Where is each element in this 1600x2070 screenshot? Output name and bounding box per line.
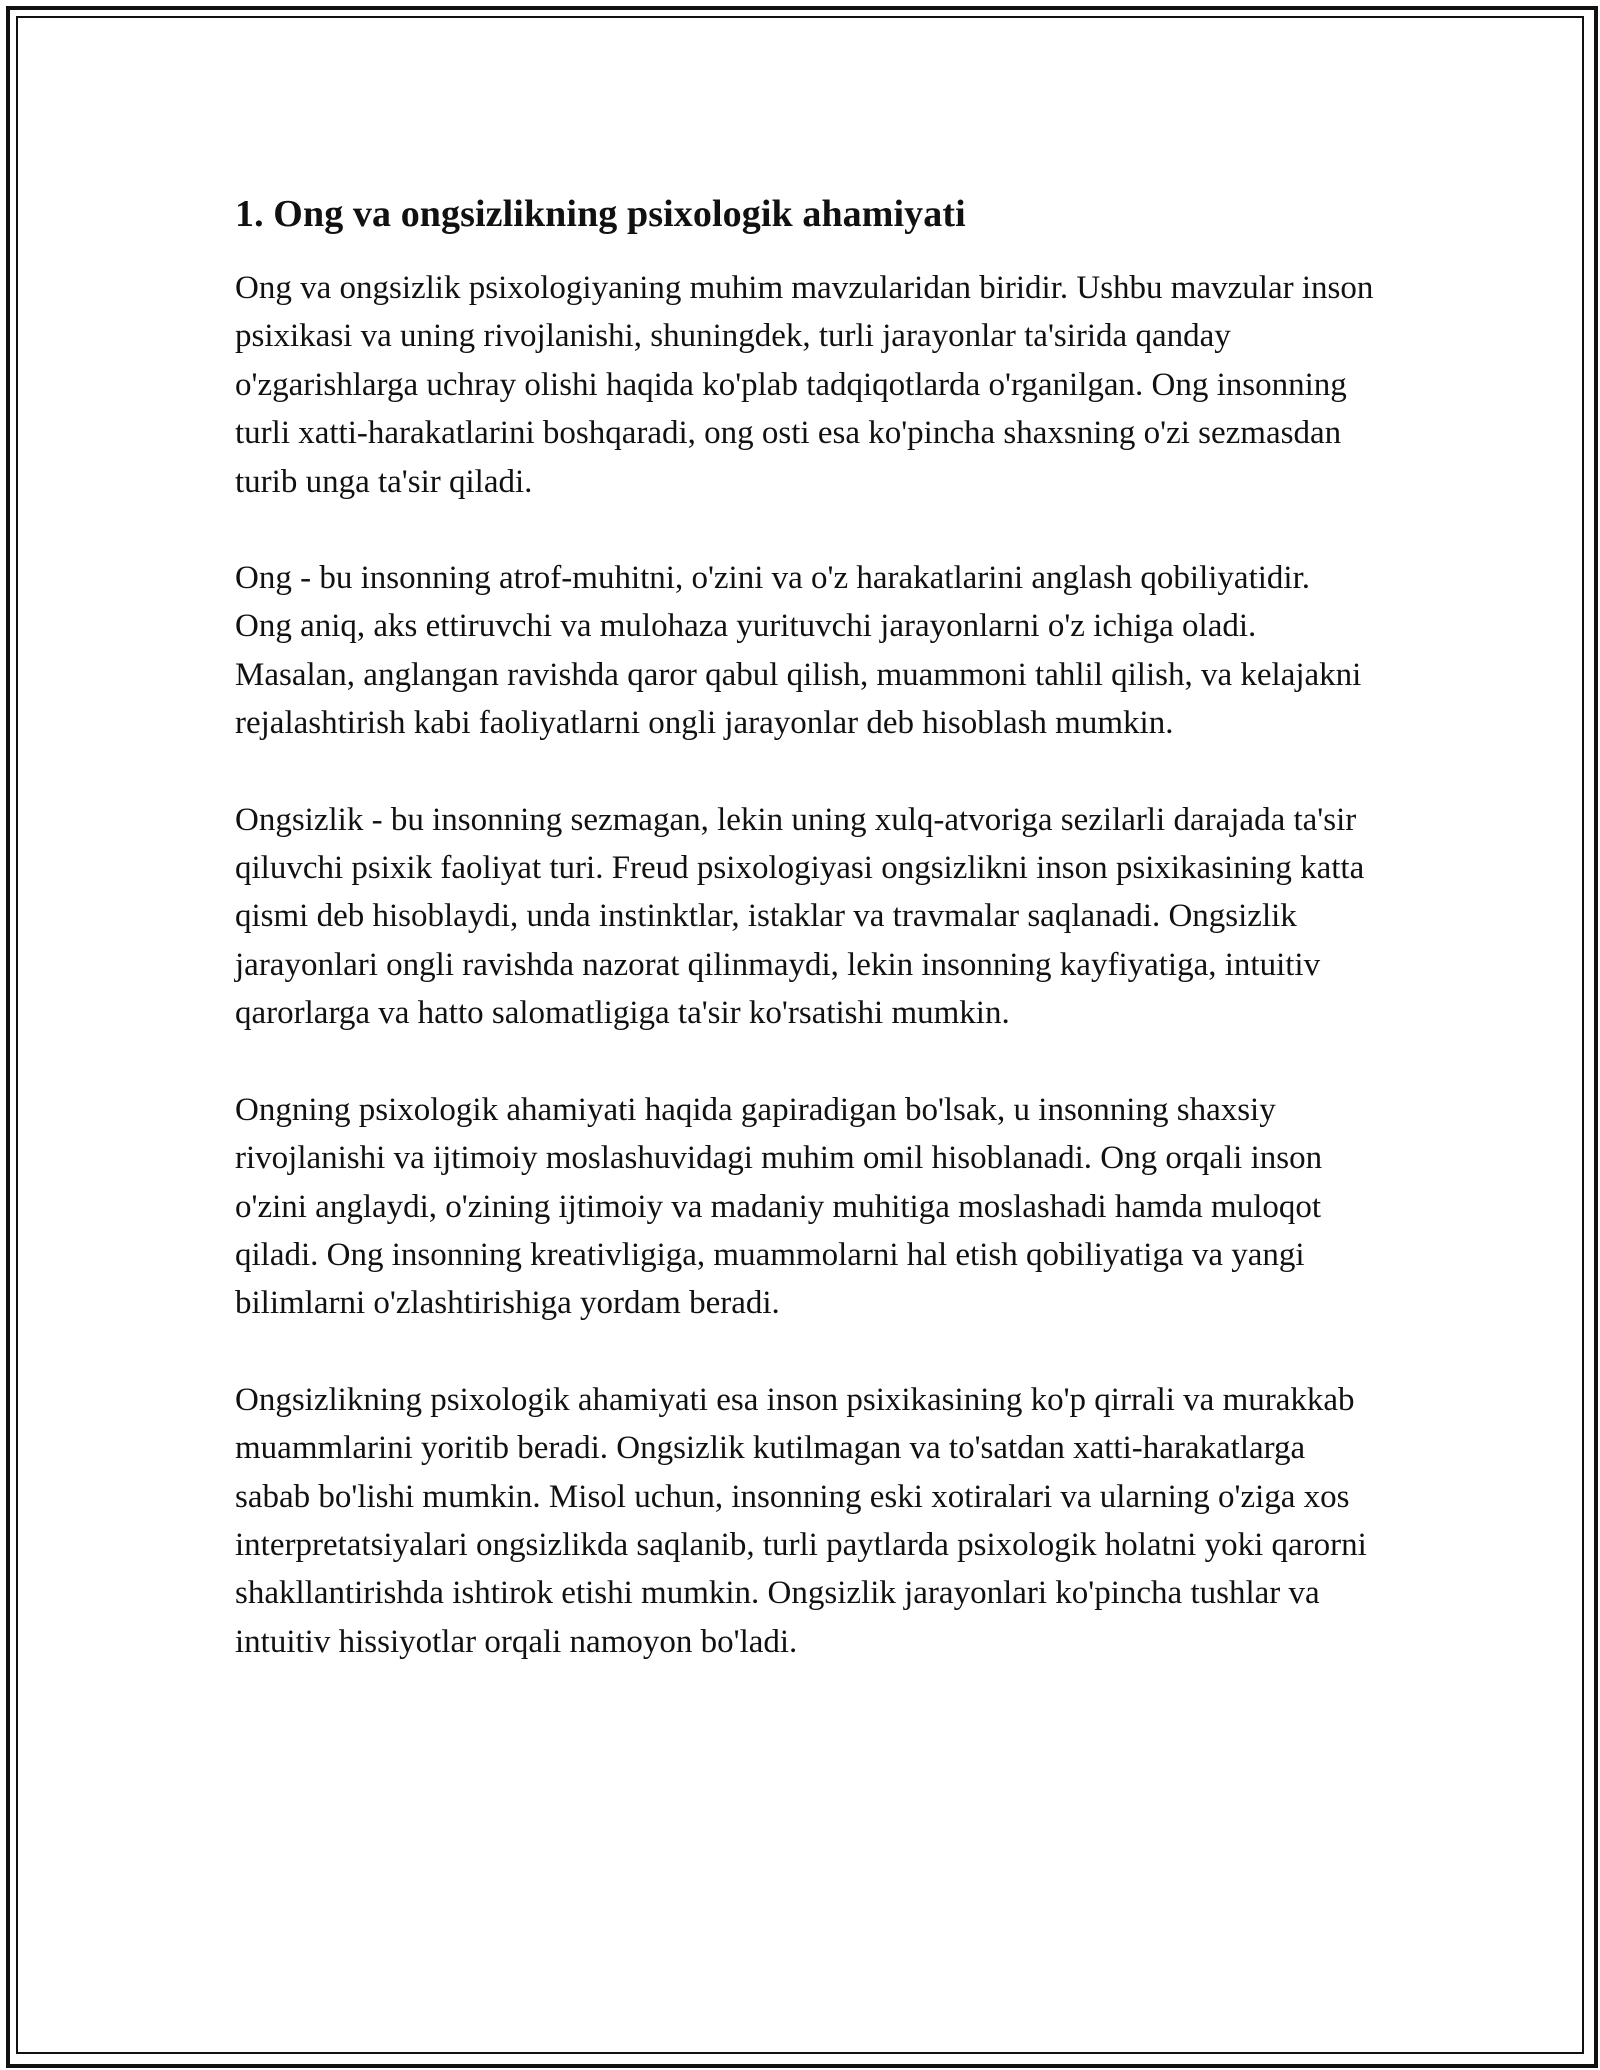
paragraph-ong-significance: Ongning psixologik ahamiyati haqida gapiradigan bo'lsak, u insonning shaxsiy rivojlanishi va ijtimoiy moslashuvidagi muhim omil hisoblanadi. Ong orqali inson o'zini anglaydi, o'zining ijtimoiy va madaniy muhitiga moslashadi hamda muloqot qiladi. Ong insonning kreativligiga, muammolarni hal etish qobiliyatiga va yangi bilimlarni o'zlashtirishiga yordam beradi. bbox=[235, 1091, 1323, 1322]
document-body bbox=[235, 186, 1375, 1714]
section-heading: 1. Ong va ongsizlikning psixologik ahamiyati bbox=[235, 193, 966, 235]
paragraph-ongsizlik-significance: Ongsizlikning psixologik ahamiyati esa inson psixikasining ko'p qirrali va murakkab muammlarini yoritib beradi. Ongsizlik kutilmagan va to'satdan xatti-harakatlarga sabab bo'lishi mumkin. Misol uchun, insonning eski xotiralari va ularning o'ziga xos interpretatsiyalari ongsizlikda saqlanib, turli paytlarda psixologik holatni yoki qarorni shakllantirishda ishtirok etishi mumkin. Ongsizlik jarayonlari ko'pincha tushlar va intuitiv hissiyotlar orqali namoyon bo'ladi. bbox=[235, 1381, 1367, 1660]
paragraph-ong-definition: Ong - bu insonning atrof-muhitni, o'zini va o'z harakatlarini anglash qobiliyatidir. Ong aniq, aks ettiruvchi va mulohaza yurituvchi jarayonlarni o'z ichiga oladi. Masalan, anglangan ravishda qaror qabul qilish, muammoni tahlil qilish, va kelajakni rejalashtirish kabi faoliyatlarni ongli jarayonlar deb hisoblash mumkin. bbox=[235, 560, 1362, 742]
paragraph-ongsizlik-definition: Ongsizlik - bu insonning sezmagan, lekin uning xulq-atvoriga sezilarli darajada ta'sir qiluvchi psixik faoliyat turi. Freud psixologiyasi ongsizlikni inson psixikasining katta qismi deb hisoblaydi, unda instinktlar, istaklar va travmalar saqlanadi. Ongsizlik jarayonlari ongli ravishda nazorat qilinmaydi, lekin insonning kayfiyatiga, intuitiv qarorlarga va hatto salomatligiga ta'sir ko'rsatishi mumkin. bbox=[235, 801, 1365, 1032]
paragraph-intro: Ong va ongsizlik psixologiyaning muhim mavzularidan biridir. Ushbu mavzular inson psixikasi va uning rivojlanishi, shuningdek, turli jarayonlar ta'sirida qanday o'zgarishlarga uchray olishi haqida ko'plab tadqiqotlarda o'rganilgan. Ong insonning turli xatti-harakatlarini boshqaradi, ong osti esa ko'pincha shaxsning o'zi sezmasdan turib unga ta'sir qiladi. bbox=[235, 270, 1374, 500]
